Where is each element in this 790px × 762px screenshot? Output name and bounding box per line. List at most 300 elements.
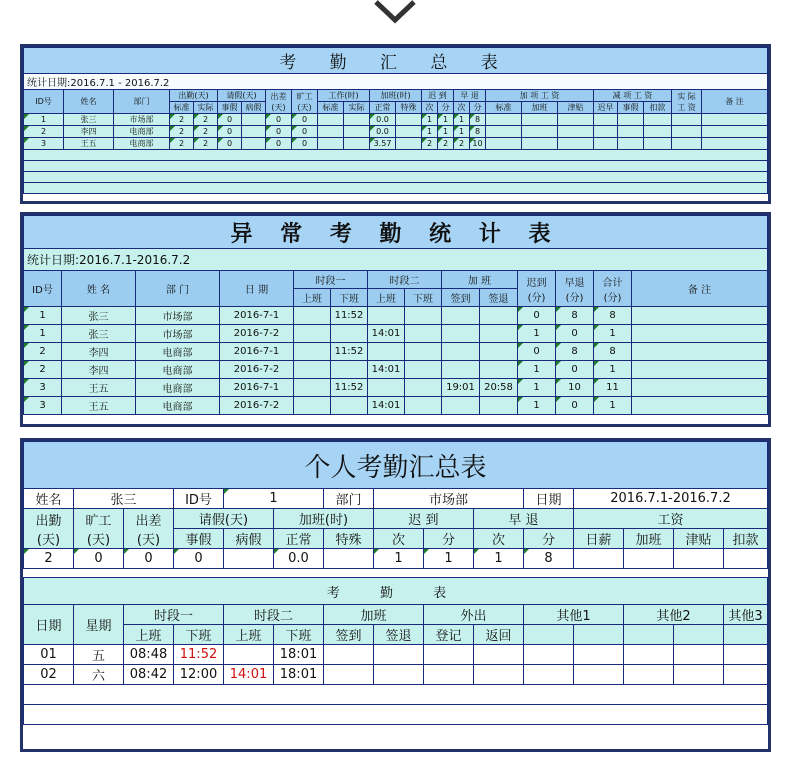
cell-std[interactable]: 2 bbox=[170, 114, 194, 126]
cell-absent[interactable]: 0 bbox=[292, 114, 318, 126]
empty-row[interactable] bbox=[24, 150, 768, 161]
empty-row[interactable] bbox=[24, 172, 768, 183]
cell-trip[interactable]: 0 bbox=[124, 549, 174, 569]
cell-dept[interactable]: 电商部 bbox=[136, 361, 220, 379]
col-remark: 备 注 bbox=[702, 90, 768, 114]
cell-actual[interactable]: 2 bbox=[194, 138, 218, 150]
empty-row[interactable] bbox=[24, 183, 768, 194]
cell-empty[interactable] bbox=[724, 645, 768, 665]
col-leave: 请假(天) bbox=[218, 90, 266, 102]
col-seg1: 时段一 bbox=[124, 605, 224, 625]
cell-late-times[interactable]: 1 bbox=[374, 549, 424, 569]
col-early-times: 次 bbox=[474, 529, 524, 549]
cell-early[interactable]: 10 bbox=[556, 379, 594, 397]
table-row[interactable] bbox=[24, 183, 768, 194]
cell-total[interactable]: 1 bbox=[594, 397, 632, 415]
cell-empty[interactable] bbox=[624, 665, 674, 685]
cell-dept[interactable]: 市场部 bbox=[136, 307, 220, 325]
cell-seg1-on[interactable] bbox=[294, 325, 331, 343]
col-attend-std: 标准 bbox=[170, 102, 194, 114]
table-row[interactable] bbox=[24, 161, 768, 172]
cell-id[interactable]: 1 bbox=[24, 307, 62, 325]
cell-ot-out[interactable] bbox=[480, 343, 518, 361]
cell-seg2-on[interactable] bbox=[368, 379, 405, 397]
cell-empty[interactable] bbox=[524, 645, 574, 665]
cell-pay-deduct[interactable] bbox=[724, 549, 768, 569]
table-row[interactable] bbox=[24, 307, 768, 325]
col-other3: 其他3 bbox=[724, 605, 768, 625]
cell-date[interactable]: 2016-7-2 bbox=[220, 397, 294, 415]
col-deduct-late: 迟早 bbox=[594, 102, 618, 114]
section-divider bbox=[24, 569, 768, 578]
cell-seg2-off[interactable] bbox=[405, 361, 442, 379]
cell-ot-in[interactable] bbox=[442, 361, 480, 379]
cell-remark[interactable] bbox=[632, 325, 768, 343]
cell-seg2-on[interactable] bbox=[224, 645, 274, 665]
cell-early[interactable]: 0 bbox=[556, 397, 594, 415]
col-seg1-off: 下班 bbox=[174, 625, 224, 645]
col-out: 外出 bbox=[424, 605, 524, 625]
dept-value[interactable]: 市场部 bbox=[374, 489, 524, 509]
cell-empty[interactable] bbox=[672, 114, 702, 126]
cell-ot-out[interactable] bbox=[480, 361, 518, 379]
cell-empty[interactable] bbox=[702, 126, 768, 138]
table-row[interactable] bbox=[24, 645, 768, 665]
col-ot-normal: 正常 bbox=[370, 102, 396, 114]
cell-late-times[interactable]: 2 bbox=[422, 138, 438, 150]
cell-seg1-off[interactable]: 11:52 bbox=[331, 307, 368, 325]
cell-dept[interactable]: 电商部 bbox=[114, 126, 170, 138]
cell-empty[interactable] bbox=[574, 645, 624, 665]
col-absent: 旷工(天) bbox=[292, 90, 318, 114]
cell-empty[interactable] bbox=[424, 645, 474, 665]
cell-name[interactable]: 王五 bbox=[62, 379, 136, 397]
cell-personal[interactable]: 0 bbox=[218, 114, 242, 126]
cell-empty[interactable] bbox=[594, 126, 618, 138]
cell-seg1-on[interactable] bbox=[294, 343, 331, 361]
col-ot-special: 特殊 bbox=[324, 529, 374, 549]
cell-early-times[interactable]: 2 bbox=[454, 138, 470, 150]
cell-dept[interactable]: 电商部 bbox=[114, 138, 170, 150]
cell-empty[interactable] bbox=[702, 114, 768, 126]
cell-ot-out[interactable] bbox=[480, 307, 518, 325]
col-other1-b bbox=[574, 625, 624, 645]
cell-empty[interactable] bbox=[644, 126, 672, 138]
cell-early-times[interactable]: 1 bbox=[454, 114, 470, 126]
cell-name[interactable]: 张三 bbox=[64, 114, 114, 126]
col-id: ID号 bbox=[24, 271, 62, 307]
col-late: 迟到(分) bbox=[518, 271, 556, 307]
cell-ot-in[interactable] bbox=[442, 397, 480, 415]
cell-name[interactable]: 王五 bbox=[64, 138, 114, 150]
cell-work-std[interactable] bbox=[318, 126, 344, 138]
cell-remark[interactable] bbox=[632, 379, 768, 397]
col-out-return: 返回 bbox=[474, 625, 524, 645]
cell-date[interactable]: 2016-7-2 bbox=[220, 325, 294, 343]
col-deduct-fine: 扣款 bbox=[644, 102, 672, 114]
col-seg1: 时段一 bbox=[294, 271, 368, 289]
cell-seg2-on[interactable] bbox=[368, 343, 405, 361]
att-subtitle: 考 勤 表 bbox=[24, 578, 768, 605]
col-attend: 出勤(天) bbox=[24, 509, 74, 549]
cell-trip[interactable]: 0 bbox=[266, 138, 292, 150]
cell-seg1-on[interactable] bbox=[294, 379, 331, 397]
col-ot-special: 特殊 bbox=[396, 102, 422, 114]
cell-id[interactable]: 3 bbox=[24, 397, 62, 415]
cell-seg1-off[interactable] bbox=[331, 325, 368, 343]
cell-ot-in[interactable] bbox=[442, 343, 480, 361]
cell-id[interactable]: 3 bbox=[24, 138, 64, 150]
cell-total[interactable]: 8 bbox=[594, 343, 632, 361]
col-early-times: 次 bbox=[454, 102, 470, 114]
cell-dept[interactable]: 电商部 bbox=[136, 379, 220, 397]
cell-early[interactable]: 0 bbox=[556, 325, 594, 343]
col-late-minutes: 分 bbox=[424, 529, 474, 549]
col-early: 早 退 bbox=[474, 509, 574, 529]
cell-total[interactable]: 1 bbox=[594, 325, 632, 343]
cell-seg1-on[interactable] bbox=[294, 361, 331, 379]
col-ot-out: 签退 bbox=[374, 625, 424, 645]
cell-weekday[interactable]: 五 bbox=[74, 645, 124, 665]
dept-label: 部门 bbox=[324, 489, 374, 509]
col-trip: 出差(天) bbox=[124, 509, 174, 549]
cell-seg2-off[interactable] bbox=[405, 325, 442, 343]
cell-empty[interactable] bbox=[424, 665, 474, 685]
col-bonus-ot: 加班 bbox=[522, 102, 558, 114]
cell-empty[interactable] bbox=[558, 126, 594, 138]
cell-empty[interactable] bbox=[594, 114, 618, 126]
name-value[interactable]: 张三 bbox=[74, 489, 174, 509]
cell-name[interactable]: 李四 bbox=[64, 126, 114, 138]
cell-seg2-on[interactable]: 14:01 bbox=[224, 665, 274, 685]
cell-date[interactable]: 2016-7-1 bbox=[220, 307, 294, 325]
cell-name[interactable]: 张三 bbox=[62, 325, 136, 343]
cell-late-minutes[interactable]: 2 bbox=[438, 138, 454, 150]
cell-actual[interactable]: 2 bbox=[194, 114, 218, 126]
col-attend: 出勤(天) bbox=[170, 90, 218, 102]
cell-seg1-on[interactable] bbox=[294, 307, 331, 325]
col-attend-actual: 实际 bbox=[194, 102, 218, 114]
cell-seg2-off[interactable]: 18:01 bbox=[274, 645, 324, 665]
col-trip: 出差(天) bbox=[266, 90, 292, 114]
col-other3-a bbox=[724, 625, 768, 645]
cell-id[interactable]: 2 bbox=[24, 126, 64, 138]
empty-row[interactable] bbox=[24, 705, 768, 725]
cell-attend[interactable]: 2 bbox=[24, 549, 74, 569]
col-work: 工作(时) bbox=[318, 90, 370, 102]
col-bonus-std: 标准 bbox=[486, 102, 522, 114]
cell-seg1-off[interactable] bbox=[331, 361, 368, 379]
cell-sick[interactable] bbox=[242, 126, 266, 138]
cell-sick[interactable] bbox=[242, 114, 266, 126]
id-label: ID号 bbox=[174, 489, 224, 509]
cell-late[interactable]: 0 bbox=[518, 343, 556, 361]
cell-ot-out[interactable] bbox=[480, 325, 518, 343]
empty-row[interactable] bbox=[24, 685, 768, 705]
cell-seg2-on[interactable]: 14:01 bbox=[368, 361, 405, 379]
cell-empty[interactable] bbox=[672, 138, 702, 150]
cell-seg2-off[interactable] bbox=[405, 343, 442, 361]
cell-weekday[interactable]: 六 bbox=[74, 665, 124, 685]
col-ot-in: 签到 bbox=[324, 625, 374, 645]
cell-sick[interactable] bbox=[224, 549, 274, 569]
table-row[interactable] bbox=[24, 397, 768, 415]
cell-absent[interactable]: 0 bbox=[74, 549, 124, 569]
cell-early-times[interactable]: 1 bbox=[454, 126, 470, 138]
table-row[interactable] bbox=[24, 343, 768, 361]
col-pay-allow: 津贴 bbox=[674, 529, 724, 549]
cell-seg1-on[interactable] bbox=[294, 397, 331, 415]
cell-remark[interactable] bbox=[632, 397, 768, 415]
cell-seg1-on[interactable]: 08:48 bbox=[124, 645, 174, 665]
cell-id[interactable]: 2 bbox=[24, 343, 62, 361]
table-row[interactable] bbox=[24, 325, 768, 343]
cell-pay-daily[interactable] bbox=[574, 549, 624, 569]
col-other2-a bbox=[624, 625, 674, 645]
cell-ot-special[interactable] bbox=[324, 549, 374, 569]
cell-trip[interactable]: 0 bbox=[266, 114, 292, 126]
cell-remark[interactable] bbox=[632, 307, 768, 325]
cell-empty[interactable] bbox=[324, 645, 374, 665]
cell-seg2-off[interactable] bbox=[405, 379, 442, 397]
personal-summary-table bbox=[23, 441, 768, 725]
col-leave: 请假(天) bbox=[174, 509, 274, 529]
cell-dept[interactable]: 电商部 bbox=[136, 343, 220, 361]
cell-late[interactable]: 1 bbox=[518, 397, 556, 415]
cell-total[interactable]: 11 bbox=[594, 379, 632, 397]
col-absent: 旷工(天) bbox=[74, 509, 124, 549]
cell-empty[interactable] bbox=[674, 645, 724, 665]
cell-seg1-on[interactable]: 08:42 bbox=[124, 665, 174, 685]
cell-ot-in[interactable] bbox=[442, 325, 480, 343]
cell-late-minutes[interactable]: 1 bbox=[424, 549, 474, 569]
cell-id[interactable]: 2 bbox=[24, 361, 62, 379]
cell-empty[interactable] bbox=[374, 645, 424, 665]
cell-total[interactable]: 8 bbox=[594, 307, 632, 325]
cell-dept[interactable]: 市场部 bbox=[114, 114, 170, 126]
cell-empty[interactable] bbox=[644, 138, 672, 150]
cell-early-minutes[interactable]: 10 bbox=[470, 138, 486, 150]
cell-empty[interactable] bbox=[702, 138, 768, 150]
cell-id[interactable]: 3 bbox=[24, 379, 62, 397]
cell-name[interactable]: 李四 bbox=[62, 361, 136, 379]
cell-empty[interactable] bbox=[724, 665, 768, 685]
cell-empty[interactable] bbox=[486, 138, 522, 150]
cell-work-std[interactable] bbox=[318, 138, 344, 150]
col-out-register: 登记 bbox=[424, 625, 474, 645]
totals-row[interactable] bbox=[24, 549, 768, 569]
cell-id[interactable]: 1 bbox=[24, 325, 62, 343]
cell-late[interactable]: 1 bbox=[518, 325, 556, 343]
cell-empty[interactable] bbox=[618, 126, 644, 138]
abnormal-attendance-table bbox=[23, 215, 768, 415]
cell-seg2-off[interactable] bbox=[405, 307, 442, 325]
cell-empty[interactable] bbox=[574, 665, 624, 685]
cell-ot-special[interactable] bbox=[396, 114, 422, 126]
cell-dept[interactable]: 电商部 bbox=[136, 397, 220, 415]
col-leave-personal: 事假 bbox=[218, 102, 242, 114]
table-row[interactable] bbox=[24, 361, 768, 379]
cell-late-minutes[interactable]: 1 bbox=[438, 114, 454, 126]
col-pay-daily: 日薪 bbox=[574, 529, 624, 549]
table-row[interactable] bbox=[24, 114, 768, 126]
empty-row[interactable] bbox=[24, 161, 768, 172]
cell-seg1-off[interactable] bbox=[331, 397, 368, 415]
col-seg2: 时段二 bbox=[368, 271, 442, 289]
cell-personal[interactable]: 0 bbox=[218, 126, 242, 138]
cell-ot-in[interactable]: 19:01 bbox=[442, 379, 480, 397]
col-early: 早退(分) bbox=[556, 271, 594, 307]
cell-name[interactable]: 张三 bbox=[62, 307, 136, 325]
cell-ot-normal[interactable]: 0.0 bbox=[274, 549, 324, 569]
cell-empty[interactable] bbox=[524, 665, 574, 685]
cell-empty[interactable] bbox=[522, 126, 558, 138]
cell-trip[interactable]: 0 bbox=[266, 126, 292, 138]
cell-late-minutes[interactable]: 1 bbox=[438, 126, 454, 138]
cell-empty[interactable] bbox=[486, 114, 522, 126]
cell-late[interactable]: 1 bbox=[518, 379, 556, 397]
cell-seg2-on[interactable]: 14:01 bbox=[368, 325, 405, 343]
cell-ot-special[interactable] bbox=[396, 138, 422, 150]
cell-pay-allow[interactable] bbox=[674, 549, 724, 569]
cell-early-times[interactable]: 1 bbox=[474, 549, 524, 569]
cell-early-minutes[interactable]: 8 bbox=[470, 126, 486, 138]
cell-empty[interactable] bbox=[474, 645, 524, 665]
cell-late[interactable]: 0 bbox=[518, 307, 556, 325]
cell-empty[interactable] bbox=[374, 665, 424, 685]
cell-dept[interactable]: 市场部 bbox=[136, 325, 220, 343]
table-row[interactable] bbox=[24, 126, 768, 138]
cell-date[interactable]: 2016-7-1 bbox=[220, 343, 294, 361]
cell-ot-normal[interactable]: 0.0 bbox=[370, 114, 396, 126]
personal-title: 个人考勤汇总表 bbox=[24, 442, 768, 489]
cell-empty[interactable] bbox=[522, 114, 558, 126]
col-bonus-allow: 津贴 bbox=[558, 102, 594, 114]
cell-empty[interactable] bbox=[522, 138, 558, 150]
col-ot: 加 班 bbox=[442, 271, 518, 289]
col-ot-in: 签到 bbox=[442, 289, 480, 307]
cell-date[interactable]: 01 bbox=[24, 645, 74, 665]
col-id: ID号 bbox=[24, 90, 64, 114]
cell-early-minutes[interactable]: 8 bbox=[524, 549, 574, 569]
cell-work-actual[interactable] bbox=[344, 138, 370, 150]
cell-seg2-on[interactable] bbox=[368, 307, 405, 325]
cell-seg2-off[interactable] bbox=[405, 397, 442, 415]
cell-early[interactable]: 8 bbox=[556, 307, 594, 325]
col-pay-deduct: 扣款 bbox=[724, 529, 768, 549]
col-date: 日 期 bbox=[220, 271, 294, 307]
cell-empty[interactable] bbox=[644, 114, 672, 126]
col-dept: 部 门 bbox=[136, 271, 220, 307]
cell-seg1-off[interactable]: 11:52 bbox=[331, 379, 368, 397]
cell-date[interactable]: 2016-7-1 bbox=[220, 379, 294, 397]
cell-empty[interactable] bbox=[558, 138, 594, 150]
table-row[interactable] bbox=[24, 150, 768, 161]
cell-empty[interactable] bbox=[558, 114, 594, 126]
col-early: 早 退 bbox=[454, 90, 486, 102]
table-row[interactable] bbox=[24, 138, 768, 150]
cell-empty[interactable] bbox=[324, 665, 374, 685]
cell-late-times[interactable]: 1 bbox=[422, 126, 438, 138]
cell-early[interactable]: 8 bbox=[556, 343, 594, 361]
cell-sick[interactable] bbox=[242, 138, 266, 150]
cell-std[interactable]: 2 bbox=[170, 126, 194, 138]
cell-work-actual[interactable] bbox=[344, 114, 370, 126]
table-row[interactable] bbox=[24, 705, 768, 725]
cell-work-actual[interactable] bbox=[344, 126, 370, 138]
cell-seg2-on[interactable]: 14:01 bbox=[368, 397, 405, 415]
cell-pay-ot[interactable] bbox=[624, 549, 674, 569]
col-seg1-off: 下班 bbox=[331, 289, 368, 307]
cell-absent[interactable]: 0 bbox=[292, 126, 318, 138]
cell-empty[interactable] bbox=[474, 665, 524, 685]
cell-ot-in[interactable] bbox=[442, 307, 480, 325]
cell-empty[interactable] bbox=[486, 126, 522, 138]
date-label: 日期 bbox=[524, 489, 574, 509]
cell-empty[interactable] bbox=[672, 126, 702, 138]
cell-ot-normal[interactable]: 0.0 bbox=[370, 126, 396, 138]
col-seg2-on: 上班 bbox=[224, 625, 274, 645]
cell-std[interactable]: 2 bbox=[170, 138, 194, 150]
cell-name[interactable]: 王五 bbox=[62, 397, 136, 415]
cell-empty[interactable] bbox=[674, 665, 724, 685]
cell-ot-out[interactable]: 20:58 bbox=[480, 379, 518, 397]
cell-seg1-off[interactable]: 11:52 bbox=[331, 343, 368, 361]
cell-personal[interactable]: 0 bbox=[218, 138, 242, 150]
cell-seg1-off[interactable]: 12:00 bbox=[174, 665, 224, 685]
cell-early[interactable]: 0 bbox=[556, 361, 594, 379]
cell-early-minutes[interactable]: 8 bbox=[470, 114, 486, 126]
cell-late-times[interactable]: 1 bbox=[422, 114, 438, 126]
cell-id[interactable]: 1 bbox=[24, 114, 64, 126]
cell-empty[interactable] bbox=[624, 645, 674, 665]
cell-date[interactable]: 2016-7-2 bbox=[220, 361, 294, 379]
col-weekday: 星期 bbox=[74, 605, 124, 645]
col-pay: 工资 bbox=[574, 509, 768, 529]
cell-seg1-off[interactable]: 11:52 bbox=[174, 645, 224, 665]
cell-total[interactable]: 1 bbox=[594, 361, 632, 379]
col-work-std: 标准 bbox=[318, 102, 344, 114]
cell-work-std[interactable] bbox=[318, 114, 344, 126]
id-value[interactable]: 1 bbox=[224, 489, 324, 509]
col-bonus: 加 项 工 资 bbox=[486, 90, 594, 102]
col-name: 姓 名 bbox=[62, 271, 136, 307]
cell-empty[interactable] bbox=[618, 138, 644, 150]
table-row[interactable] bbox=[24, 379, 768, 397]
cell-ot-normal[interactable]: 3.57 bbox=[370, 138, 396, 150]
col-late: 迟 到 bbox=[422, 90, 454, 102]
cell-empty[interactable] bbox=[618, 114, 644, 126]
cell-ot-out[interactable] bbox=[480, 397, 518, 415]
cell-absent[interactable]: 0 bbox=[292, 138, 318, 150]
date-value[interactable]: 2016.7.1-2016.7.2 bbox=[574, 489, 768, 509]
cell-empty[interactable] bbox=[594, 138, 618, 150]
cell-seg2-off[interactable]: 18:01 bbox=[274, 665, 324, 685]
cell-personal[interactable]: 0 bbox=[174, 549, 224, 569]
table-row[interactable] bbox=[24, 685, 768, 705]
cell-name[interactable]: 李四 bbox=[62, 343, 136, 361]
cell-actual[interactable]: 2 bbox=[194, 126, 218, 138]
cell-date[interactable]: 02 bbox=[24, 665, 74, 685]
table-row[interactable] bbox=[24, 172, 768, 183]
abnormal-stat-date: 统计日期:2016.7.1-2016.7.2 bbox=[24, 249, 768, 271]
table-row[interactable] bbox=[24, 665, 768, 685]
cell-ot-special[interactable] bbox=[396, 126, 422, 138]
cell-remark[interactable] bbox=[632, 343, 768, 361]
personal-summary-sheet bbox=[20, 438, 771, 752]
cell-late[interactable]: 1 bbox=[518, 361, 556, 379]
cell-remark[interactable] bbox=[632, 361, 768, 379]
